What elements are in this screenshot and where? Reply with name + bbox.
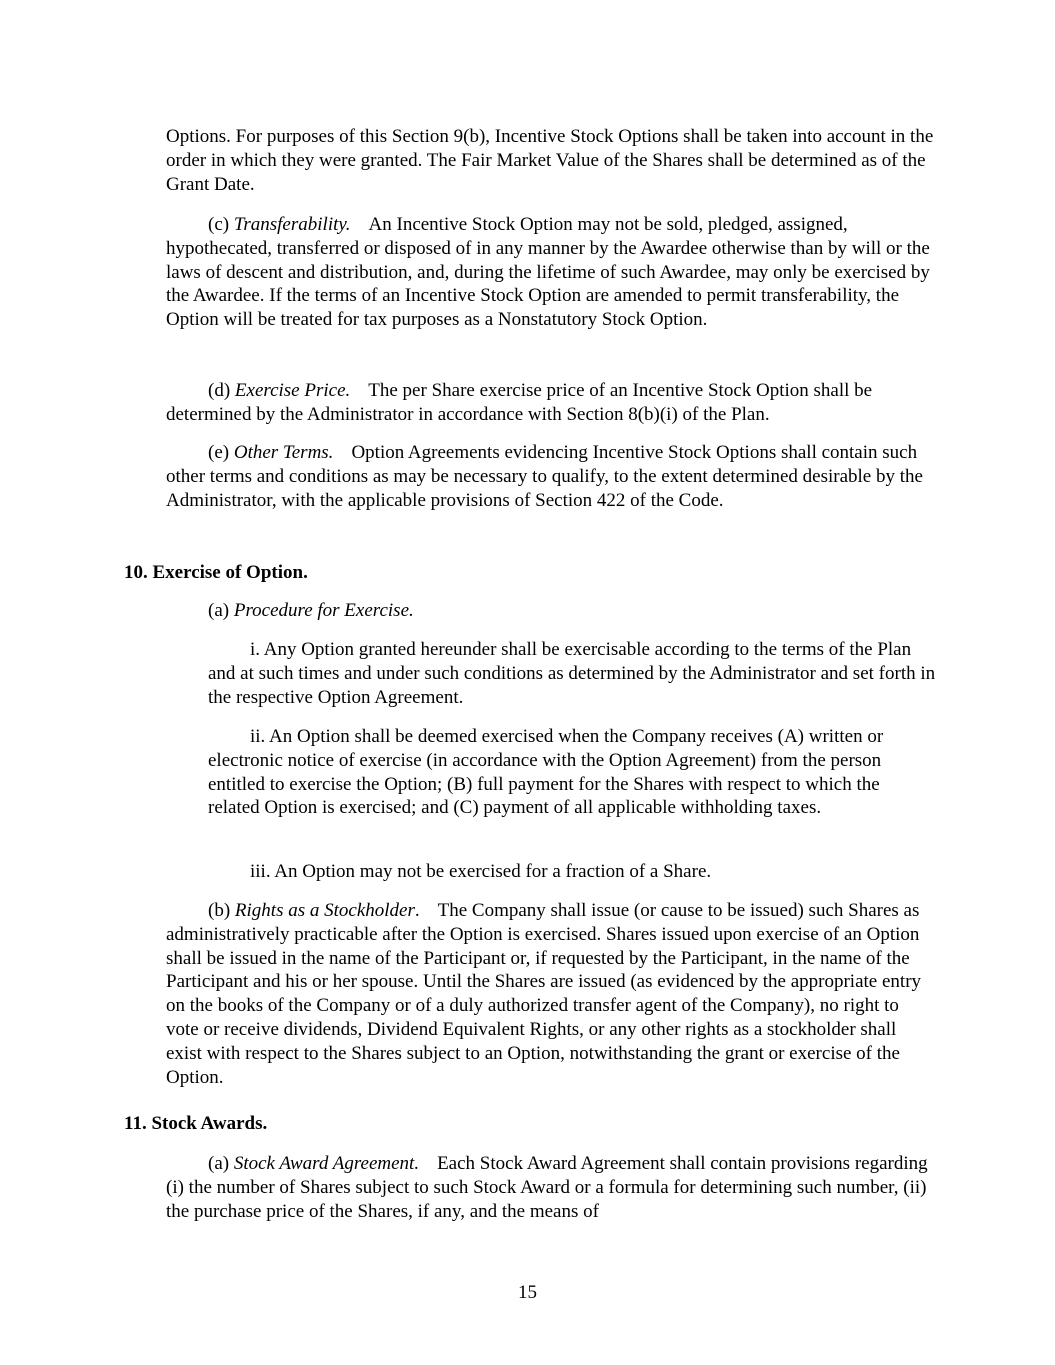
item-label: (d)	[208, 380, 235, 401]
paragraph-10b-rights: (b) Rights as a Stockholder. The Company shall issue (or cause to be issued) such Shares as administratively practicable after the Option is exercised. Shares issued upon exercise of an Option shall be issued in the name of the Participant or, if requested by the Participant, in the name of the Participant and his or her spouse. Until the Shares are issued (as evidenced by the appropriate entry on the books of the Company or of a duly authorized transfer agent of the Company), no right to vote or receive dividends, Dividend Equivalent Rights, or any other rights as a stockholder shall exist with respect to the Shares subject to an Option, notwithstanding the grant or exercise of the Option.	[166, 900, 922, 1088]
item-text: An Incentive Stock Option may not be sold, pledged, assigned, hypothecated, transferred or disposed of in any manner by the Awardee otherwise than by will or the laws of descent and distribution, and, during the lifetime of such Awardee, may only be exercised by the Awardee. If the terms of an Incentive Stock Option are amended to permit transferability, the Option will be treated for tax purposes as a Nonstatutory Stock Option.	[166, 214, 930, 331]
paragraph-10a-iii: iii. An Option may not be exercised for a fraction of a Share.	[250, 861, 712, 882]
item-text: Option Agreements evidencing Incentive Stock Options shall contain such other terms and conditions as may be necessary to qualify, to the extent determined desirable by the Administrator, with the applicable provisions of Section 422 of the Code.	[166, 442, 923, 511]
paragraph-11a-agreement	[166, 1152, 936, 1223]
page-number: 15	[518, 1282, 537, 1303]
paragraph-e-other-terms	[166, 441, 936, 512]
item-title: Procedure for Exercise.	[233, 600, 414, 621]
paragraph-options-continued: Options. For purposes of this Section 9(b), Incentive Stock Options shall be taken into account in the order in which they were granted. The Fair Market Value of the Shares shall be determined as of the Grant Date.	[166, 126, 934, 195]
item-text: The Company shall issue (or cause to be issued) such Shares as administratively practicable after the Option is exercised. Shares issued upon exercise of an Option shall be issued in the name of the Participant or, if requested by the Participant, in the name of the Participant and his or her spouse. Until the Shares are issued (as evidenced by the appropriate entry on the books of the Company or of a duly authorized transfer agent of the Company), no right to vote or receive dividends, Dividend Equivalent Rights, or any other rights as a stockholder shall exist with respect to the Shares subject to an Option, notwithstanding the grant or exercise of the Option.	[166, 900, 922, 1088]
item-title: Transferability.	[233, 214, 351, 235]
paragraph-10a-ii: ii. An Option shall be deemed exercised when the Company receives (A) written or electronic notice of exercise (in accordance with the Option Agreement) from the person entitled to exercise the Option; (B) full payment for the Shares with respect to which the related Option is exercised; and (C) payment of all applicable withholding taxes.	[208, 726, 884, 819]
item-label: (a)	[208, 600, 234, 621]
item-text: The per Share exercise price of an Incentive Stock Option shall be determined by the Administrator in accordance with Section 8(b)(i) of the Plan.	[166, 380, 873, 425]
paragraph-d-exercise-price	[166, 379, 936, 427]
item-text: Each Stock Award Agreement shall contain provisions regarding (i) the number of Shares subject to such Stock Award or a formula for determining such number, (ii) the purchase price of the Shares, if any, and the means of	[166, 1153, 928, 1222]
section-11-heading: 11. Stock Awards.	[124, 1113, 268, 1134]
item-label: (c)	[208, 214, 234, 235]
item-label: (b)	[208, 900, 235, 921]
item-title: Rights as a Stockholder	[234, 900, 415, 921]
section-10-heading: 10. Exercise of Option.	[124, 562, 308, 583]
item-title: Stock Award Agreement.	[233, 1153, 420, 1174]
paragraph-c-transferability	[166, 213, 936, 332]
paragraph-10a-procedure	[208, 599, 936, 623]
item-title: Exercise Price.	[234, 380, 351, 401]
item-title: Other Terms.	[233, 442, 334, 463]
item-label: (a)	[208, 1153, 234, 1174]
paragraph-10a-i: i. Any Option granted hereunder shall be exercisable according to the terms of the Plan and at such times and under such conditions as determined by the Administrator and set forth in the respective Option Agreement.	[208, 639, 936, 708]
item-label: (e)	[208, 442, 234, 463]
